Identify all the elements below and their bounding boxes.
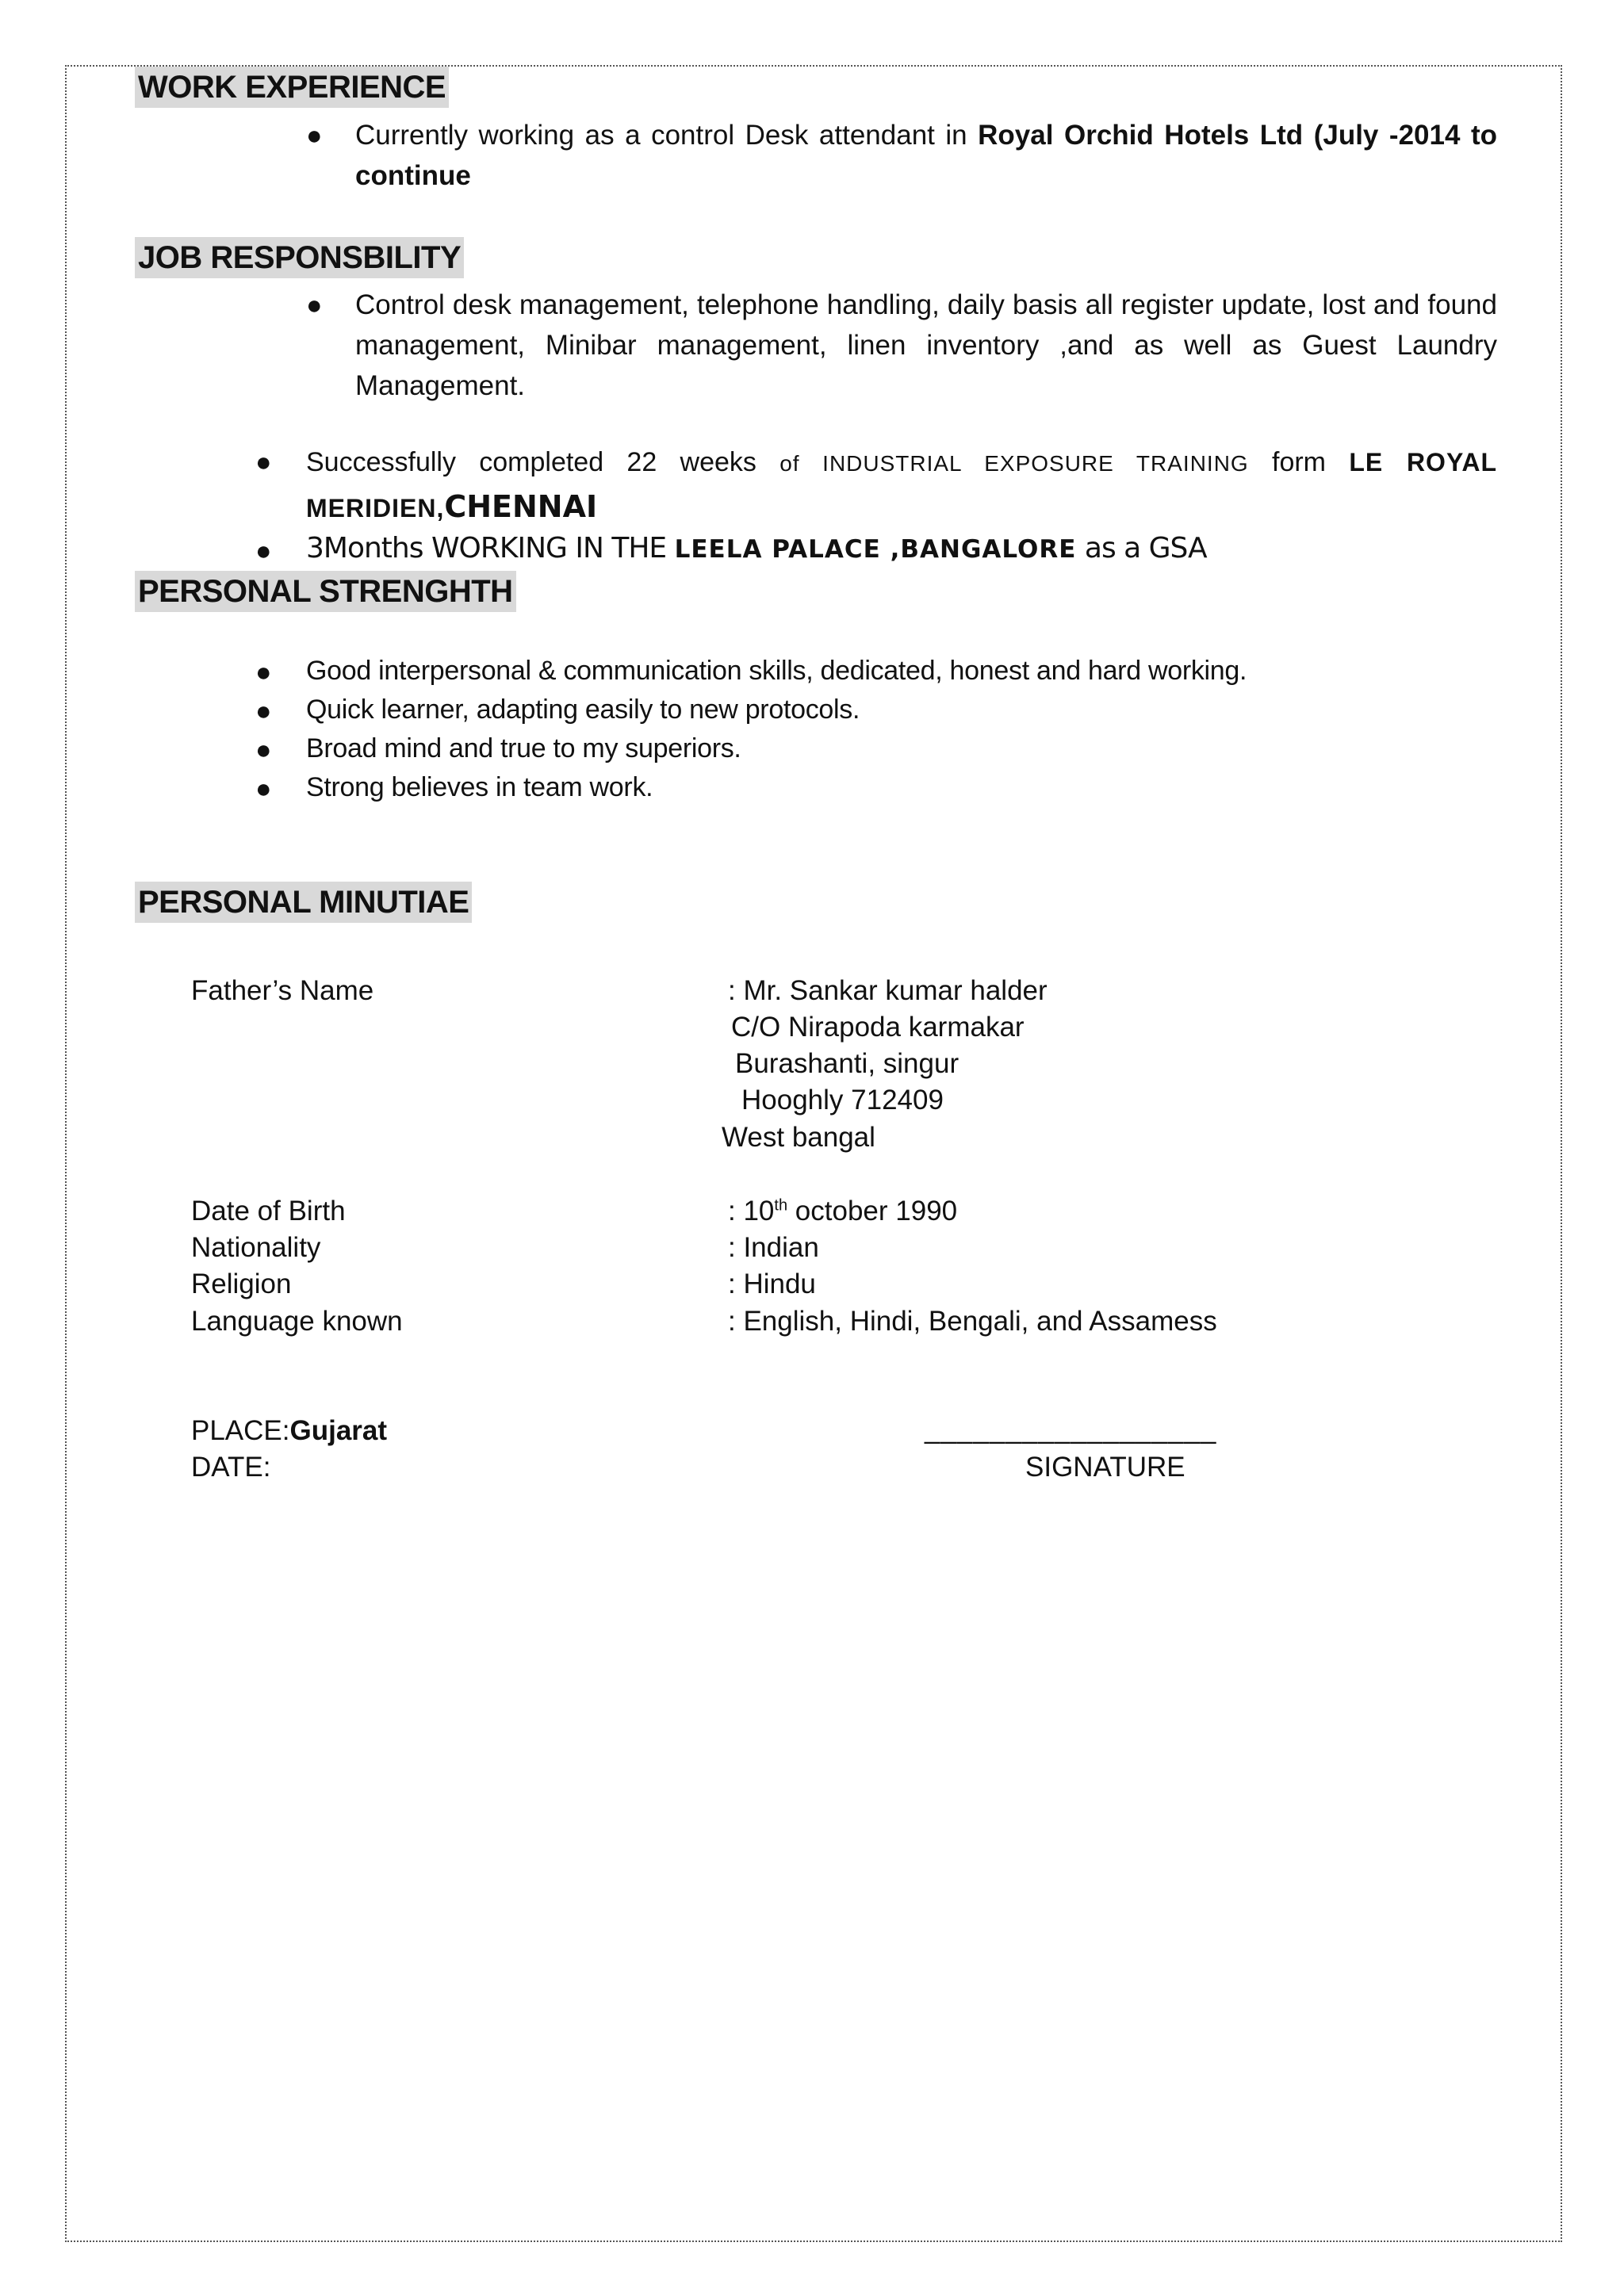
- bullet-icon: ●: [306, 121, 323, 151]
- dob-value: [728, 1191, 957, 1231]
- religion-label: Religion: [191, 1269, 292, 1299]
- bullet-icon: ●: [255, 536, 272, 566]
- work-experience-text: Currently working as a control Desk attendant in: [355, 120, 979, 151]
- personal-minutiae-heading: PERSONAL MINUTIAE: [135, 882, 472, 923]
- father-name-value: : Mr. Sankar kumar halder: [728, 975, 1048, 1006]
- strength-item: Good interpersonal & communication skills, dedicated, honest and hard working.: [306, 656, 1247, 686]
- training-text-2: of INDUSTRIAL EXPOSURE TRAINING: [779, 451, 1249, 476]
- personal-strength-heading: PERSONAL STRENGHTH: [135, 571, 516, 612]
- signature-line: __________________: [925, 1414, 1217, 1445]
- work-experience-item: [355, 115, 1497, 196]
- place-value: Gujarat: [289, 1415, 388, 1446]
- strength-item: Strong believes in team work.: [306, 772, 653, 802]
- address-line: C/O Nirapoda karmakar: [731, 1012, 1025, 1043]
- place-label: PLACE:: [191, 1415, 290, 1446]
- dob-label: Date of Birth: [191, 1196, 346, 1226]
- bullet-icon: ●: [255, 657, 272, 687]
- job-responsibility-item: Control desk management, telephone handling, daily basis all register update, lost and found management, Minibar management, linen inventory ,and as well as Guest Laundry Management.: [355, 289, 1497, 401]
- leela-item: [306, 528, 1207, 570]
- bullet-icon: ●: [306, 290, 323, 320]
- training-text-1: Successfully completed 22 weeks: [306, 447, 780, 477]
- father-name-label: Father’s Name: [191, 975, 374, 1006]
- training-text-3: form: [1248, 447, 1350, 477]
- nationality-value: : Indian: [728, 1232, 819, 1263]
- leela-text-1: 3Months WORKING IN THE: [306, 532, 675, 564]
- dob-day: : 10: [728, 1196, 775, 1226]
- job-responsibility-heading: JOB RESPONSBILITY: [135, 237, 464, 278]
- bullet-icon: ●: [255, 774, 272, 804]
- leela-hotel: LEELA PALACE ,BANGALORE: [674, 535, 1077, 564]
- date-label: DATE:: [191, 1452, 271, 1483]
- address-line: Hooghly 712409: [741, 1085, 944, 1115]
- language-value: : English, Hindi, Bengali, and Assamess: [728, 1306, 1217, 1337]
- bullet-icon: ●: [255, 447, 272, 477]
- dob-suffix-ordinal: th: [774, 1196, 788, 1215]
- training-hotel: LE ROYAL MERIDIEN,: [306, 448, 1497, 522]
- leela-text-3: as a GSA: [1076, 532, 1207, 564]
- strength-item: Quick learner, adapting easily to new protocols.: [306, 695, 860, 725]
- bullet-icon: ●: [255, 696, 272, 726]
- bullet-icon: ●: [255, 735, 272, 765]
- training-item: [306, 441, 1497, 530]
- dob-month-year: october 1990: [787, 1196, 958, 1226]
- place-row: [191, 1410, 387, 1451]
- religion-value: : Hindu: [728, 1269, 816, 1299]
- employer-text: Royal Orchid Hotels Ltd (July -2014 to continue: [355, 120, 1497, 191]
- work-experience-heading: WORK EXPERIENCE: [135, 67, 449, 108]
- nationality-label: Nationality: [191, 1232, 321, 1263]
- strength-item: Broad mind and true to my superiors.: [306, 733, 741, 763]
- address-line: Burashanti, singur: [735, 1048, 959, 1079]
- language-label: Language known: [191, 1306, 403, 1337]
- signature-label: SIGNATURE: [1025, 1452, 1185, 1483]
- training-city: CHENNAI: [444, 489, 598, 524]
- address-line: West bangal: [722, 1122, 875, 1153]
